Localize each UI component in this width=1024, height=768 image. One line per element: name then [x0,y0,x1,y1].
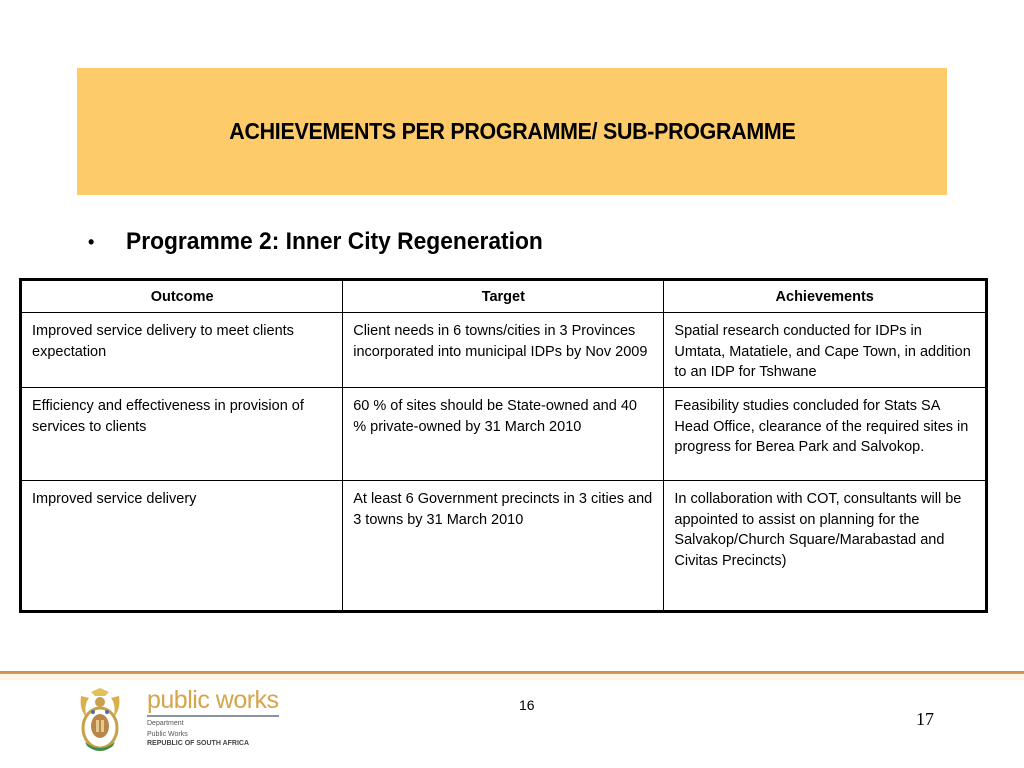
logo-brand-text: public works [147,686,279,717]
coat-of-arms-icon [75,686,125,754]
table-row [21,481,987,612]
cell-achievements: In collaboration with COT, consultants will be appointed to assist on planning for the Salvakop/Church Square/Marabastad and Civitas Precincts) [664,481,987,612]
department-logo [75,686,285,756]
cell-outcome: Improved service delivery to meet clients expectation [21,313,343,388]
footer-shade [0,674,1024,680]
cell-outcome: Efficiency and effectiveness in provision of services to clients [21,388,343,481]
cell-achievements: Spatial research conducted for IDPs in Umtata, Matatiele, and Cape Town, in addition to an IDP for Tshwane [664,313,987,388]
slide-title: ACHIEVEMENTS PER PROGRAMME/ SUB-PROGRAMME [228,118,796,144]
header-target: Target [343,280,664,313]
programme-heading: Programme 2: Inner City Regeneration [126,228,543,255]
cell-target: At least 6 Government precincts in 3 cities and 3 towns by 31 March 2010 [343,481,664,612]
bullet-icon: • [88,231,95,252]
header-outcome: Outcome [21,280,343,313]
logo-country-line: REPUBLIC OF SOUTH AFRICA [147,740,250,747]
logo-department-line: Department [147,720,184,727]
table-header-row [21,280,987,313]
table-row [21,313,987,388]
header-achievements: Achievements [664,280,987,313]
page-number-right: 17 [916,709,934,729]
page-number-center: 16 [519,697,535,713]
achievements-table [19,278,988,613]
logo-public-works-line: Public Works [147,731,188,738]
bullet-heading [88,228,565,256]
cell-outcome: Improved service delivery [21,481,343,612]
title-banner [77,68,947,195]
cell-target: 60 % of sites should be State-owned and 40 % private-owned by 31 March 2010 [343,388,664,481]
cell-target: Client needs in 6 towns/cities in 3 Provinces incorporated into municipal IDPs by Nov 2009 [343,313,664,388]
table-row [21,388,987,481]
cell-achievements: Feasibility studies concluded for Stats SA Head Office, clearance of the required sites in progress for Berea Park and Salvokop. [664,388,987,481]
